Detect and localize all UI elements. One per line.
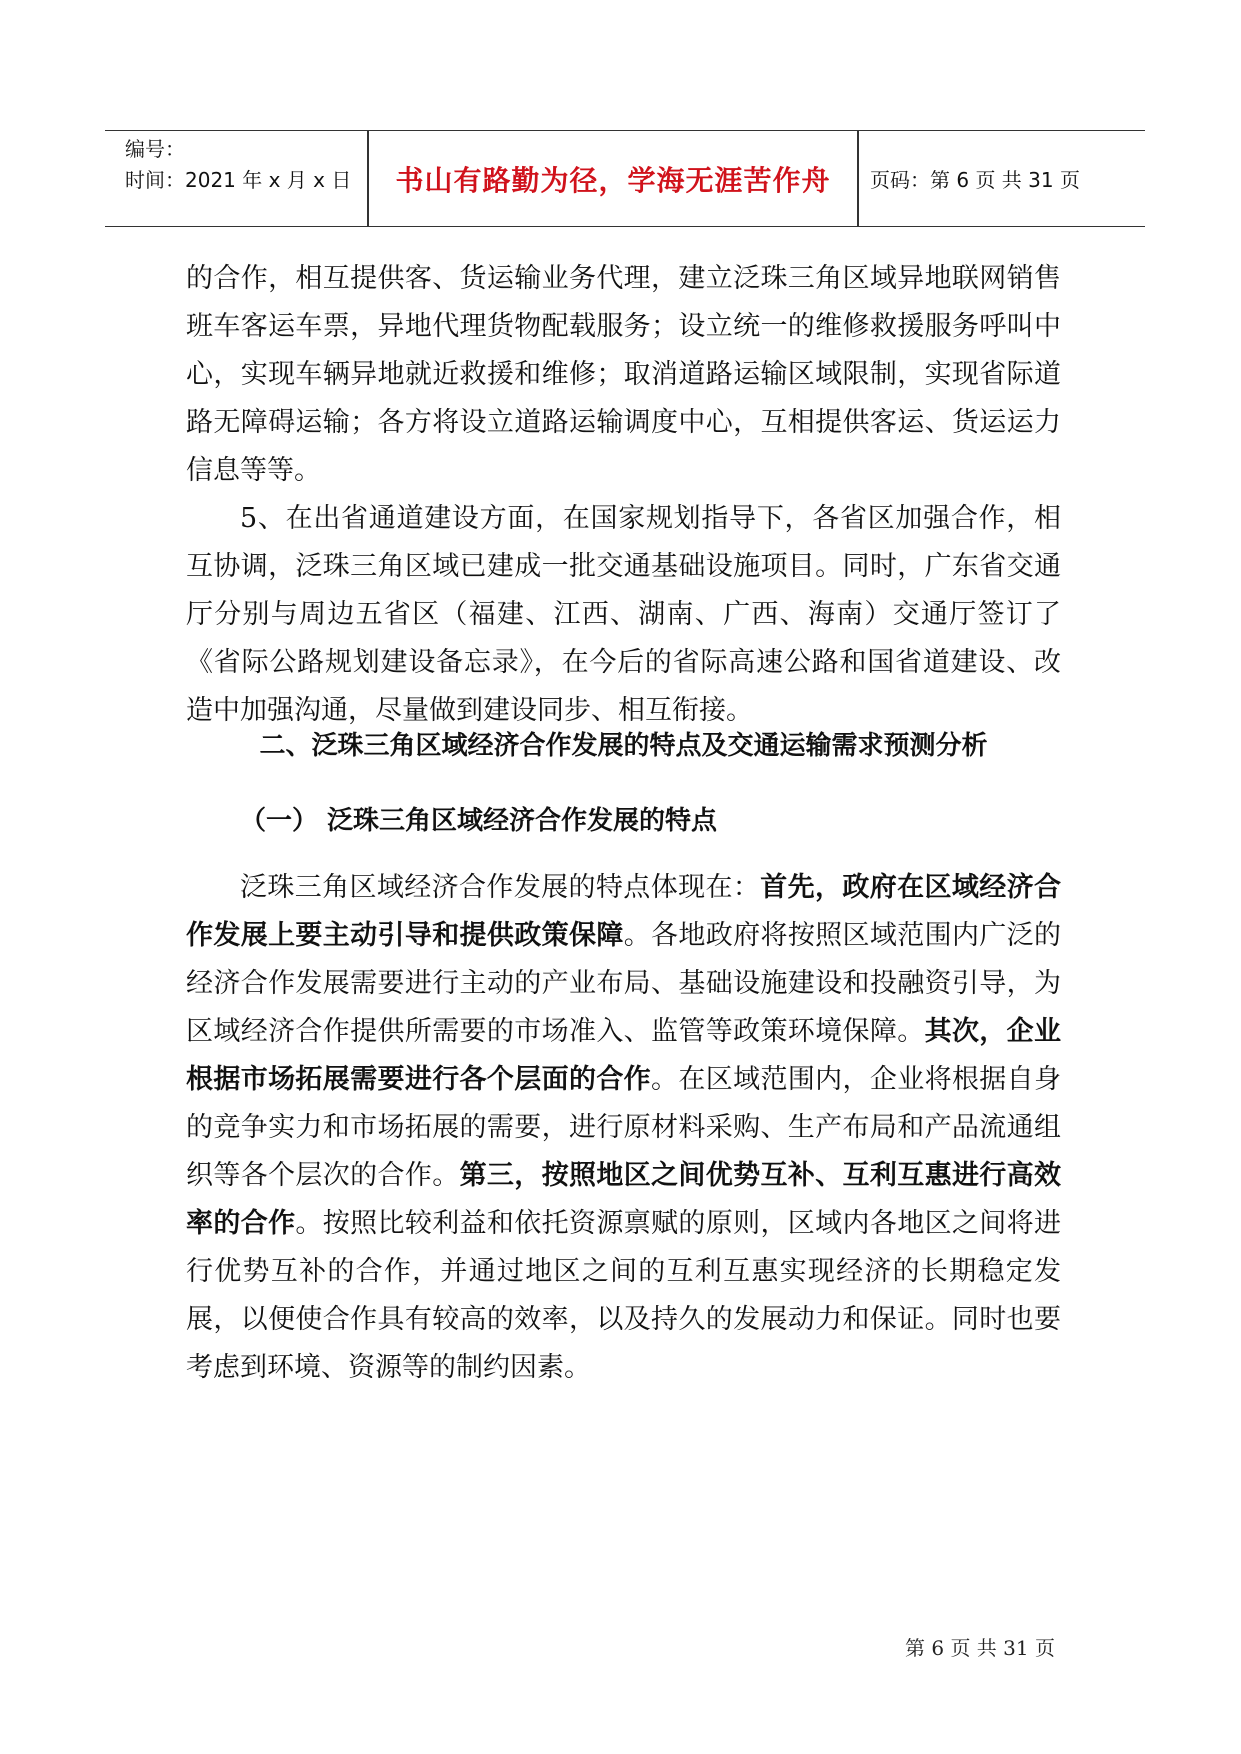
text-run: 。按照比较利益和依托资源禀赋的原则，区域内各地区之间将进行优势互补的合作，并通过地区之间的互利互惠实现经济的长期稳定发展，以便使合作具有较高的效率，以及持久的发展动力和保证。同时也要考虑到环境、资源等的制约因素。 [186,1208,1062,1383]
text-run: 。在区域范围内，企业将根据自身的竞争实力和市场拓展的需要，进行原材料采购、生产布局和产品流通组织等各个层次的合作。 [186,1064,1062,1191]
header-motto: 书山有路勤为径，学海无涯苦作舟 [395,163,831,197]
bold-run: 第三，按照地区之间优势互补、互利互惠进行高效率的合作 [186,1160,1062,1239]
page-footer: 第 6 页 共 31 页 [905,1636,1055,1660]
bold-run: 首先，政府在区域经济合作发展上要主动引导和提供政策保障 [186,872,1062,951]
time-label: 时间：2021 年 x 月 x 日 [125,168,352,192]
header-page-label: 页码：第 6 页 共 31 页 [870,168,1080,192]
paragraph-5: 5、在出省通道建设方面，在国家规划指导下，各省区加强合作，相互协调，泛珠三角区域已建成一批交通基础设施项目。同时，广东省交通厅分别与周边五省区（福建、江西、湖南、广西、海南）交通厅签订了《省际公路规划建设备忘录》，在今后的省际高速公路和国省道建设、改造中加强沟通，尽量做到建设同步、相互衔接。 [186,503,1061,726]
text-run: 。各地政府将按照区域范围内广泛的经济合作发展需要进行主动的产业布局、基础设施建设和投融资引导，为区域经济合作提供所需要的市场准入、监管等政策环境保障。 [186,920,1062,1047]
text-run: 泛珠三角区域经济合作发展的特点体现在： [240,872,761,903]
paragraph-features [186,864,1061,1392]
page-header [105,130,1145,227]
paragraph-continued: 的合作，相互提供客、货运输业务代理，建立泛珠三角区域异地联网销售班车客运车票，异地代理货物配载服务；设立统一的维修救援服务呼叫中心，实现车辆异地就近救援和维修；取消道路运输区域限制，实现省际道路无障碍运输；各方将设立道路运输调度中心，互相提供客运、货运运力信息等等。 [186,263,1061,486]
header-divider [857,131,859,226]
subsection-heading: （一） 泛珠三角区域经济合作发展的特点 [240,806,718,836]
number-label: 编号： [125,137,185,161]
bold-run: 其次，企业根据市场拓展需要进行各个层面的合作 [186,1016,1062,1095]
section-heading: 二、泛珠三角区域经济合作发展的特点及交通运输需求预测分析 [259,731,988,761]
header-meta [115,131,377,226]
body-text [186,255,1061,735]
